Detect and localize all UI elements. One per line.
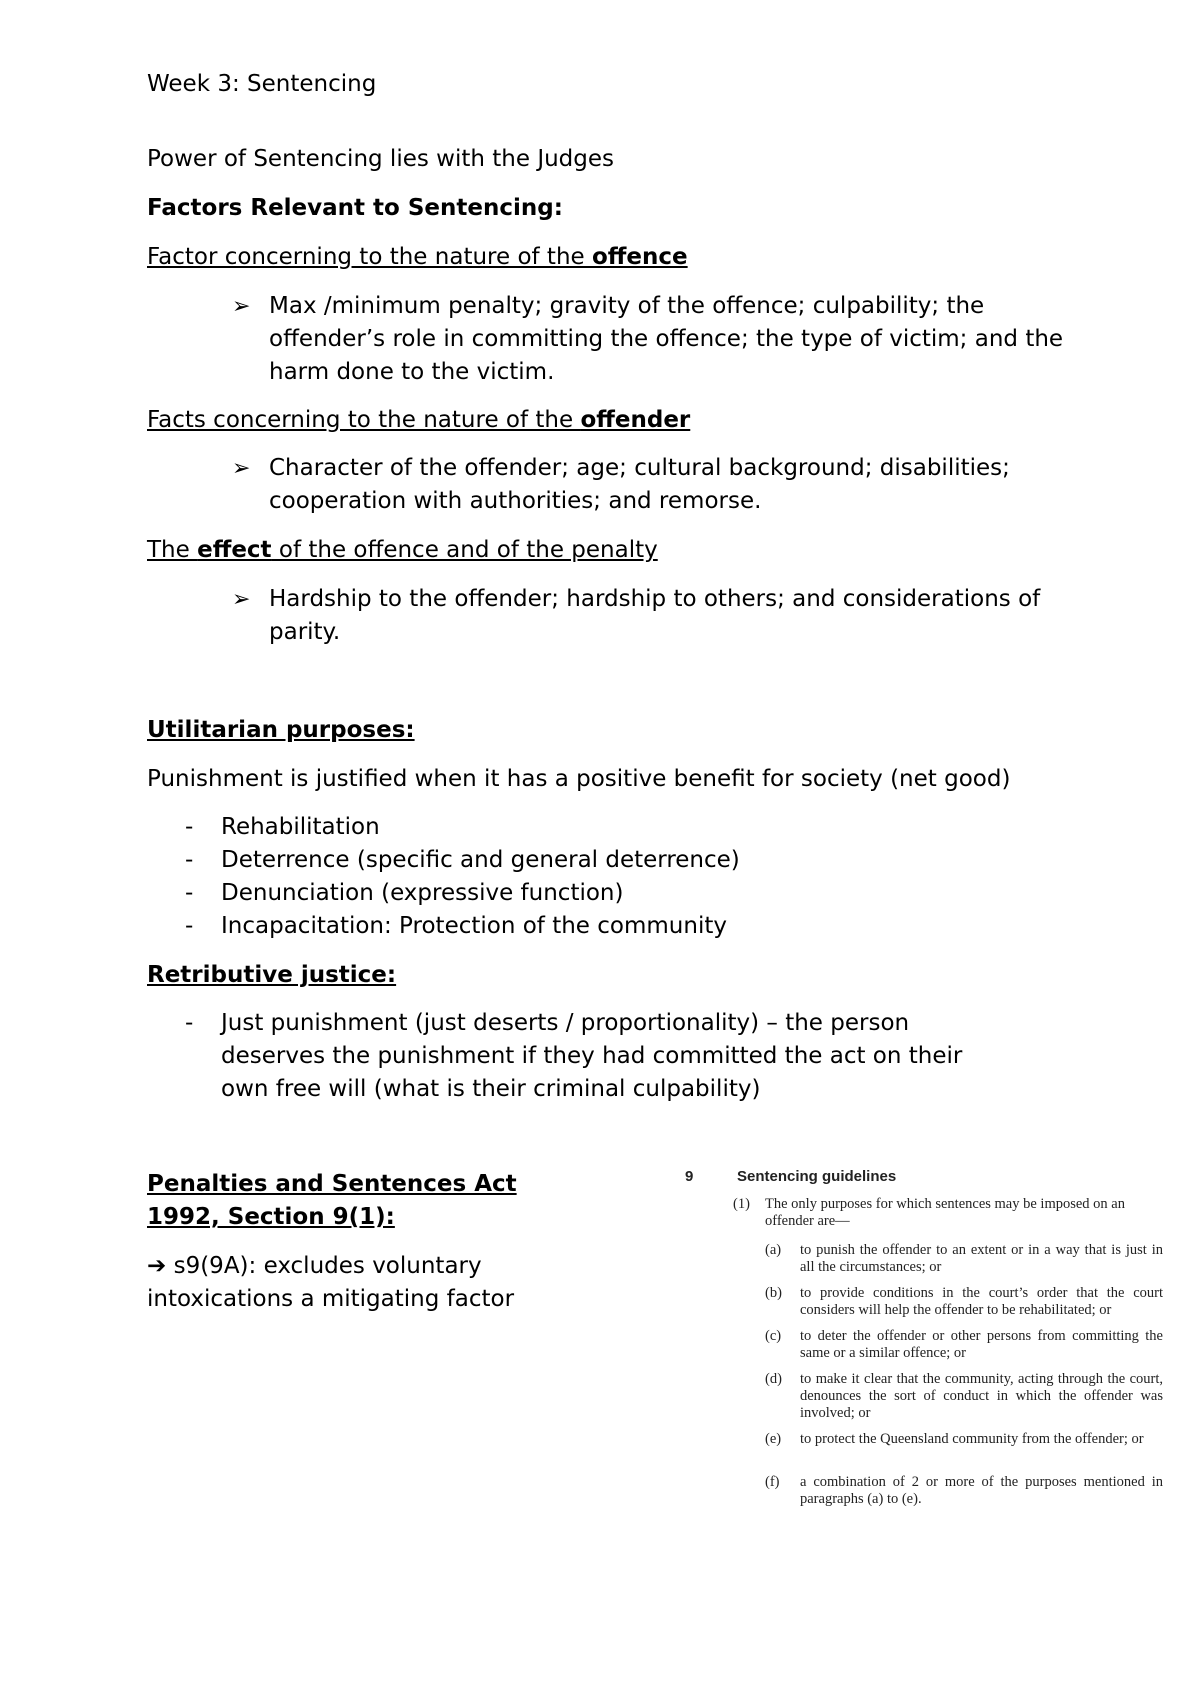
utilitarian-description: Punishment is justified when it has a positive benefit for society (net good) <box>147 766 1011 792</box>
dash-bullet: - <box>185 880 194 906</box>
effect-heading-pre: The <box>147 537 198 563</box>
arrow-bullet-icon: ➢ <box>232 456 251 481</box>
offender-bullet <box>232 452 1082 518</box>
list-item: - Deterrence (specific and general deterrence) <box>185 844 1035 877</box>
statute-paragraph: (e) to protect the Queensland community from the offender; or <box>765 1431 1144 1447</box>
statute-paragraph: (c) to deter the offender or other persons from committing the same or a similar offence; or <box>765 1328 1163 1361</box>
effect-bullet <box>232 583 1082 649</box>
subsection <box>733 1196 1163 1230</box>
document-title: Week 3: Sentencing <box>147 71 377 97</box>
arrow-bullet-icon: ➢ <box>232 587 251 612</box>
offender-bullet-text: Character of the offender; age; cultural background; disabilities; cooperation with authorities; and remorse. <box>269 455 1010 514</box>
list-item: - Denunciation (expressive function) <box>185 877 1035 910</box>
arrow-bullet-icon: ➢ <box>232 294 251 319</box>
effect-heading-post: of the offence and of the penalty <box>271 537 658 563</box>
dash-bullet: - <box>185 1010 194 1036</box>
list-item: - Incapacitation: Protection of the community <box>185 910 1035 943</box>
right-arrow-icon: ➔ <box>147 1253 167 1279</box>
effect-bullet-text: Hardship to the offender; hardship to others; and considerations of parity. <box>269 586 1041 645</box>
statute-paragraph: (f) a combination of 2 or more of the purposes mentioned in paragraphs (a) to (e). <box>765 1474 1163 1507</box>
offender-heading-text: Facts concerning to the nature of the <box>147 407 581 433</box>
offence-bullet <box>232 290 1082 389</box>
offence-heading <box>147 241 688 274</box>
dash-bullet: - <box>185 814 194 840</box>
offence-heading-bold: offence <box>592 244 688 270</box>
effect-heading <box>147 534 658 567</box>
section-number: 9 <box>685 1168 694 1185</box>
subsection-label: (1) <box>733 1196 750 1212</box>
offender-heading-bold: offender <box>580 407 691 433</box>
statute-paragraph: (b) to provide conditions in the court’s order that the court considers will help the offender to be rehabilitated; or <box>765 1285 1163 1318</box>
effect-heading-bold: effect <box>197 537 272 563</box>
statute-paragraph: (a) to punish the offender to an extent or in a way that is just in all the circumstances; or <box>765 1242 1163 1275</box>
intro-text: Power of Sentencing lies with the Judges <box>147 146 615 172</box>
retributive-heading: Retributive justice: <box>147 962 397 988</box>
act-heading: Penalties and Sentences Act 1992, Section 9(1): <box>147 1171 517 1230</box>
dash-bullet: - <box>185 847 194 873</box>
act-note <box>147 1250 527 1316</box>
factors-heading: Factors Relevant to Sentencing: <box>147 195 563 221</box>
offender-heading <box>147 404 690 437</box>
subsection-text: The only purposes for which sentences may be imposed on an offender are— <box>765 1196 1125 1229</box>
offence-heading-text: Factor concerning to the nature of the <box>147 244 592 270</box>
section-title: Sentencing guidelines <box>737 1168 897 1185</box>
dash-bullet: - <box>185 913 194 939</box>
utilitarian-heading: Utilitarian purposes: <box>147 717 415 743</box>
list-item: - Just punishment (just deserts / proportionality) – the person deserves the punishment if they had committed the act on their own free will (what is their criminal culpability) <box>185 1007 1035 1106</box>
statute-paragraph: (d) to make it clear that the community, acting through the court, denounces the sort of conduct in which the offender was involved; or <box>765 1371 1163 1421</box>
act-column <box>147 1168 527 1316</box>
act-note-text: s9(9A): excludes voluntary intoxications a mitigating factor <box>147 1253 515 1312</box>
list-item: - Rehabilitation <box>185 811 1035 844</box>
offence-bullet-text: Max /minimum penalty; gravity of the offence; culpability; the offender’s role in committing the offence; the type of victim; and the harm done to the victim. <box>269 293 1064 385</box>
